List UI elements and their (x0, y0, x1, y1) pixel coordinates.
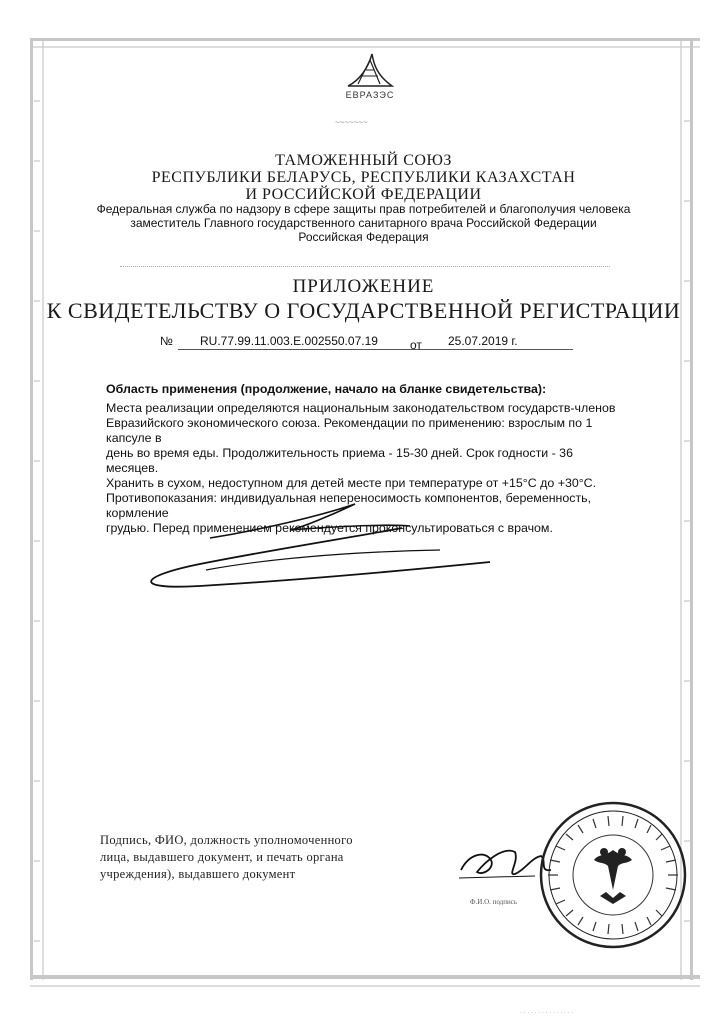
appendix-title: ПРИЛОЖЕНИЕ (292, 276, 435, 297)
date-label: от (410, 338, 422, 352)
official-round-seal (538, 800, 688, 950)
emblem-text: ЕВРАЗЭС (345, 90, 395, 100)
fio-label: Ф.И.О. подпись (470, 898, 518, 906)
signature-caption-line: Подпись, ФИО, должность уполномоченного (100, 833, 353, 847)
registration-date: 25.07.2019 г. (448, 334, 518, 348)
content-line: Противопоказания: индивидуальная непереносимость компонентов, беременность, кормление (106, 491, 592, 520)
number-label: № (160, 334, 173, 348)
decorative-mark: ~~~~~~~ (335, 118, 368, 127)
authority-line1: Федеральная служба по надзору в сфере защиты прав потребителей и благополучия человека (96, 202, 631, 216)
content-line: день во время еды. Продолжительность приема - 15-30 дней. Срок годности - 36 месяцев. (106, 446, 573, 475)
appendix-subtitle: К СВИДЕТЕЛЬСТВУ О ГОСУДАРСТВЕННОЙ РЕГИСТРАЦИИ (46, 298, 681, 323)
authority-line2: заместитель Главного государственного санитарного врача Российской Федерации (130, 216, 597, 230)
emblem-icon (340, 50, 400, 92)
content-line: Евразийского экономического союза. Рекомендации по применению: взрослым по 1 капсуле в (106, 416, 593, 445)
signature-caption-line: учреждения), выдавшего документ (100, 867, 296, 881)
print-code: · · · · · · · · · · · · · · · (520, 1010, 574, 1016)
signature-caption-line: лица, выдавшего документ, и печать органа (100, 850, 344, 864)
union-title-line2: РЕСПУБЛИКИ БЕЛАРУСЬ, РЕСПУБЛИКИ КАЗАХСТАН (151, 169, 576, 186)
union-title-line1: ТАМОЖЕННЫЙ СОЮЗ (275, 152, 452, 169)
signature-caption (100, 832, 420, 883)
eurasian-economic-union-logo (330, 50, 410, 110)
divider (120, 266, 610, 267)
content-line: грудью. Перед применением рекомендуется проконсультироваться с врачом. (106, 521, 553, 535)
registration-number: RU.77.99.11.003.E.002550.07.19 (200, 334, 378, 348)
union-title-line3: И РОССИЙСКОЙ ФЕДЕРАЦИИ (245, 186, 482, 203)
content-line: Места реализации определяются национальным законодательством государств-членов (106, 401, 616, 415)
application-scope-heading: Область применения (продолжение, начало на бланке свидетельства): (106, 382, 547, 396)
authority-line3: Российская Федерация (298, 230, 429, 244)
content-line: Хранить в сухом, недоступном для детей месте при температуре от +15°С до +30°С. (106, 476, 597, 490)
registration-underline (178, 349, 573, 350)
strikeout-signature (140, 490, 500, 600)
